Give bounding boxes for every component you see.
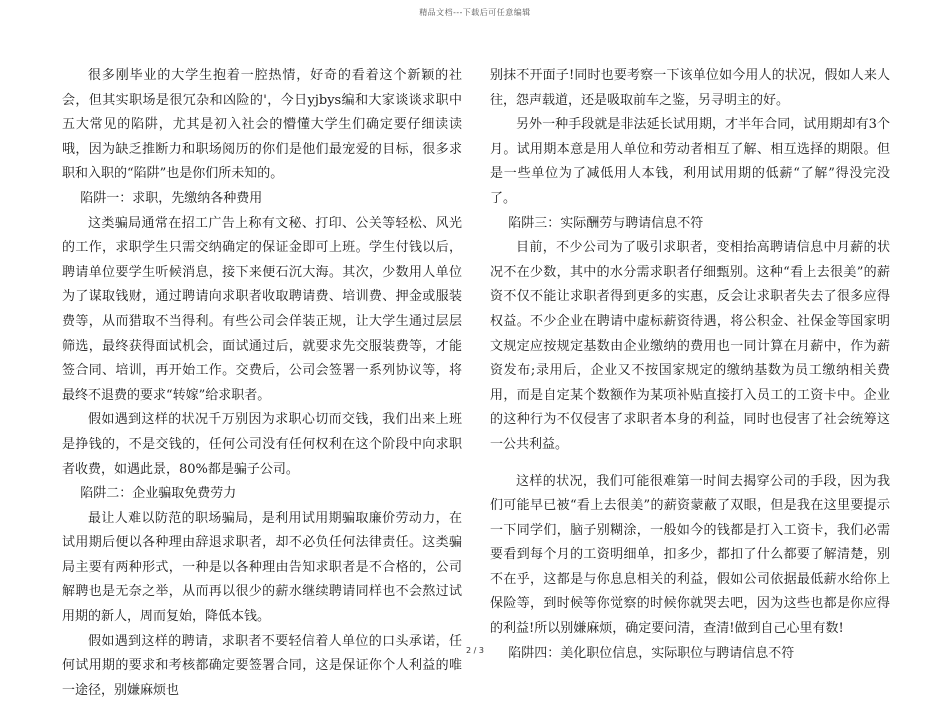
body-paragraph: 目前，不少公司为了吸引求职者，变相抬高聘请信息中月薪的状况不在少数，其中的水分需求职者仔细甄别。这种“看上去很美”的薪资不仅不能让求职者得到更多的实惠，反会让求职者失去了很多应得权益。不少企业在聘请中虚标薪资待遇，将公积金、社保金等国家明文规定应按规定基数由企业缴纳的费用也一同计算在月薪中，作为薪资发布;录用后，企业又不按国家规定的缴纳基数为员工缴纳相关费用，而是自定某个数额作为某项补贴直接打入员工的工资卡中。企业的这种行为不仅侵害了求职者本身的利益，同时也侵害了社会统筹这一公共利益。 — [490, 240, 890, 452]
right-column — [490, 64, 890, 666]
section-heading: 陷阱四：美化职位信息，实际职位与聘请信息不符 — [508, 645, 795, 661]
paragraph-gap — [490, 458, 890, 470]
body-paragraph: 最让人难以防范的职场骗局，是利用试用期骗取廉价劳动力，在试用期后便以各种理由辞退求职者，却不必负任何法律责任。这类骗局主要有两种形式，一种是以各种理由告知求职者是不合格的，公司解聘也是无奈之举，从而再以很少的薪水继续聘请同样也不会熬过试用期的新人，周而复始，降低本钱。 — [62, 510, 462, 625]
body-paragraph: 假如遇到这样的状况千万别因为求职心切而交钱，我们出来上班是挣钱的，不是交钱的，任何公司没有任何权利在这个阶段中向求职者收费，如遇此景，80%都是骗子公司。 — [62, 412, 462, 477]
body-paragraph: 很多刚毕业的大学生抱着一腔热情，好奇的看着这个新颖的社会，但其实职场是很冗杂和凶险的'，今日yjbys编和大家谈谈求职中五大常见的陷阱，尤其是初入社会的懵懂大学生们确定要仔细读读哦，因为缺乏推断力和职场阅历的你们是他们最宠爱的目标，很多求职和入职的“陷阱”也是你们所未知的。 — [62, 68, 462, 182]
body-paragraph: 另外一种手段就是非法延长试用期，才半年合同，试用期却有3个月。试用期本意是用人单位和劳动者相互了解、相互选择的期限。但是一些单位为了减低用人本钱，利用试用期的低薪“了解”得没完没了。 — [490, 117, 890, 206]
section-heading: 陷阱三：实际酬劳与聘请信息不符 — [508, 215, 704, 231]
left-column — [62, 64, 462, 703]
body-paragraph: 假如遇到这样的聘请，求职者不要轻信着人单位的口头承诺，任何试用期的要求和考核都确定要签署合同，这是保证你个人利益的唯一途径，别嫌麻烦也 — [62, 633, 462, 698]
body-paragraph: 别抹不开面子!同时也要考察一下该单位如今用人的状况，假如人来人往，怨声载道，还是吸取前车之鉴，另寻明主的好。 — [490, 68, 890, 108]
section-heading: 陷阱一：求职，先缴纳各种费用 — [80, 190, 263, 206]
page-header: 精品文档---下载后可任意编辑 — [419, 8, 531, 17]
page-number: 2 / 3 — [466, 646, 484, 655]
body-paragraph: 这样的状况，我们可能很难第一时间去揭穿公司的手段，因为我们可能早已被“看上去很美”的薪资蒙蔽了双眼，但是我在这里要提示一下同学们，脑子别糊涂，一般如今的钱都是打入工资卡，我们必需要看到每个月的工资明细单，扣多少，都扣了什么都要了解清楚，别不在乎，这都是与你息息相关的利益，假如公司依据最低薪水给你上保险等，到时候等你觉察的时候你就哭去吧，因为这些也都是你应得的利益!所以别嫌麻烦，确定要问清，查清!做到自己心里有数! — [490, 473, 890, 637]
section-heading: 陷阱二：企业骗取免费劳力 — [80, 486, 237, 502]
body-paragraph: 这类骗局通常在招工广告上称有文秘、打印、公关等轻松、风光的工作，求职学生只需交纳确定的保证金即可上班。学生付钱以后，聘请单位要学生听候消息，接下来便石沉大海。其次，少数用人单位为了谋取钱财，通过聘请向求职者收取聘请费、培训费、押金或服装费等，从而猎取不当得利。有些公司会佯装正规，让大学生通过层层筛选，最终获得面试机会，面试通过后，就要求先交服装费等，才能签合同、培训，再开始工作。交费后，公司会签署一系列协议等，将最终不退费的要求“转嫁”给求职者。 — [62, 215, 462, 403]
